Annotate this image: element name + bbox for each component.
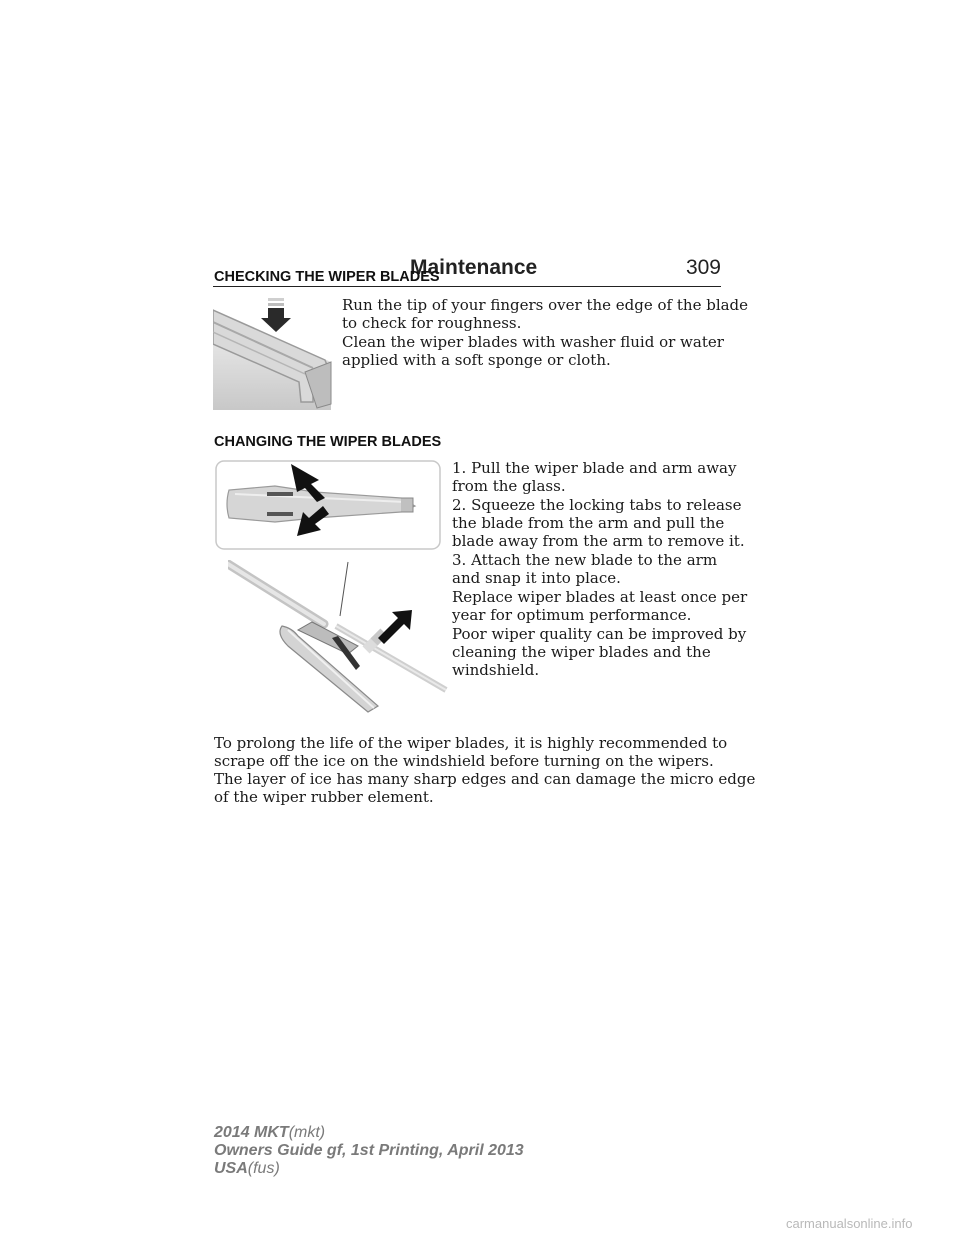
- locking-tabs-figure: [215, 460, 441, 552]
- checking-paragraph-2: Clean the wiper blades with washer fluid or water applied with a soft sponge or cloth.: [342, 333, 724, 369]
- step-3: 3. Attach the new blade to the arm and snap it into place.: [452, 551, 718, 587]
- checking-heading: CHECKING THE WIPER BLADES: [214, 269, 440, 285]
- section-title: Maintenance: [410, 256, 538, 279]
- footer-market-line: USA(fus): [214, 1160, 280, 1177]
- wiper-blade-edge-figure: [213, 292, 335, 412]
- replace-note: Replace wiper blades at least once per year for optimum performance.: [452, 588, 748, 624]
- step-1: 1. Pull the wiper blade and arm away from the glass.: [452, 459, 737, 495]
- footer-model-line: 2014 MKT(mkt): [214, 1124, 326, 1141]
- footer-guide-line: Owners Guide gf, 1st Printing, April 2013: [214, 1142, 524, 1159]
- blade-removal-figure: [228, 560, 448, 716]
- down-arrow-icon: [261, 298, 291, 332]
- quality-note: Poor wiper quality can be improved by cleaning the wiper blades and the windshield.: [452, 625, 747, 679]
- ice-note: To prolong the life of the wiper blades, it is highly recommended to scrape off the ice on the windshield before turning on the wipers. The layer of ice has many sharp edges and can damage the micro edge of the wiper rubber element.: [214, 734, 756, 806]
- step-2: 2. Squeeze the locking tabs to release the blade from the arm and pull the blade away from the arm to remove it.: [452, 496, 745, 550]
- checking-paragraph-1: Run the tip of your fingers over the edge of the blade to check for roughness.: [342, 296, 749, 332]
- document-footer: [214, 1124, 524, 1178]
- changing-heading: CHANGING THE WIPER BLADES: [214, 434, 442, 450]
- up-right-arrow-icon: [363, 610, 412, 653]
- watermark: carmanualsonline.info: [786, 1216, 913, 1231]
- page-number: 309: [685, 256, 721, 279]
